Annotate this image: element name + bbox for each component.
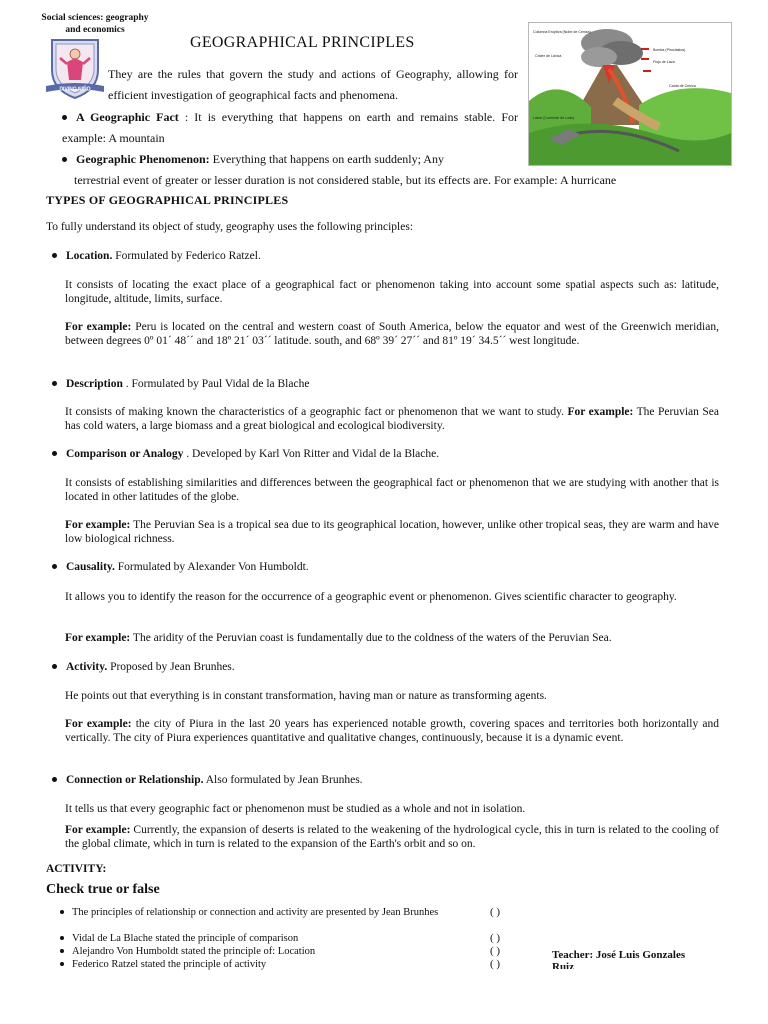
principle-name: Comparison or Analogy	[66, 448, 184, 460]
bullet-icon	[52, 451, 57, 456]
question-text: Federico Ratzel stated the principle of activity	[72, 959, 267, 970]
principle-location	[52, 250, 261, 262]
teacher-name: Teacher: José Luis Gonzales	[552, 949, 686, 961]
volcano-label-lava: Flujo de Lava	[653, 60, 675, 64]
subject-label	[30, 12, 160, 36]
principle-name: Location.	[66, 250, 113, 262]
answer-box[interactable]: ( )	[490, 945, 501, 957]
types-intro: To fully understand its object of study, geography uses the following principles:	[46, 221, 414, 233]
crest-motto: DIVINO NIÑO	[59, 86, 91, 93]
bullet-icon	[52, 664, 57, 669]
example-label: For example:	[65, 632, 131, 644]
example-text: the city of Piura in the last 20 years has experienced notable growth, covering spaces and territories both horizontally and vertically. The city of Piura experiences quantitative and qualitative changes, continuously, because it is a dynamic event.	[65, 718, 719, 744]
principle-author: . Developed by Karl Von Ritter and Vidal de la Blache.	[183, 448, 440, 460]
subject-line-2: and economics	[65, 25, 125, 35]
bullet-icon	[52, 381, 57, 386]
phenomenon-text-continued: terrestrial event of greater or lesser duration is not considered stable, but its effects are. For example: A hurricane	[74, 173, 617, 187]
bullet-geographic-phenomenon	[62, 149, 518, 170]
bullet-icon	[52, 253, 57, 258]
question-text: Vidal de La Blache stated the principle of comparison	[72, 933, 299, 944]
bullet-geographic-fact	[62, 107, 518, 149]
activity-instruction: Check true or false	[46, 882, 160, 897]
principle-description: It consists of locating the exact place of a geographical fact or phenomenon taking into account some spatial aspects such as: latitude, longitude, altitude, limits, surface.	[65, 279, 719, 305]
subject-line-1: Social sciences: geography	[41, 13, 149, 23]
principle-description: It allows you to identify the reason for the occurrence of a geographic event or phenomenon. Gives scientific character to geography.	[65, 591, 677, 603]
principle-example	[65, 518, 719, 546]
example-text: The aridity of the Peruvian coast is fundamentally due to the coldness of the waters of the Peruvian Sea.	[130, 632, 612, 644]
principle-name: Description	[66, 378, 123, 390]
principle-description	[65, 405, 719, 433]
principle-example	[65, 823, 719, 851]
principle-author: . Formulated by Paul Vidal de la Blache	[122, 378, 310, 390]
teacher-name-continued: Ruiz	[552, 961, 574, 969]
principle-name: Causality.	[66, 561, 115, 573]
answer-box[interactable]: ( )	[490, 906, 501, 918]
example-label: For example:	[65, 718, 132, 730]
phenomenon-label: Geographic Phenomenon:	[76, 152, 210, 166]
volcano-label-ash: Caída de Ceniza	[669, 84, 696, 88]
page-title: GEOGRAPHICAL PRINCIPLES	[190, 34, 415, 51]
bullet-icon	[60, 962, 64, 966]
principle-activity	[52, 661, 235, 673]
principle-description-item	[52, 378, 309, 390]
principle-example	[65, 631, 719, 645]
principle-name: Connection or Relationship.	[66, 774, 204, 786]
volcano-label-bomb: Bomba (Piroclastos)	[653, 48, 686, 52]
bullet-icon	[60, 936, 64, 940]
principle-author: Formulated by Federico Ratzel.	[112, 250, 261, 262]
school-crest-logo	[44, 36, 106, 100]
volcano-label-eruptive: Columna Eruptiva (Nube de Ceniza)	[533, 30, 591, 34]
principle-description: It consists of establishing similarities and differences between the geographical fact or phenomenon that we are studying with another that is located in other latitudes of the globe.	[65, 477, 719, 503]
question-item	[60, 959, 460, 971]
principle-example	[65, 320, 719, 348]
principle-author: Also formulated by Jean Brunhes.	[203, 774, 363, 786]
volcano-label-lahar: Lahar (Corriente de Lodo)	[533, 116, 575, 120]
example-text: The Peruvian Sea is a tropical sea due to its geographical location, however, unlike other tropical seas, they are warm and have low biological richness.	[65, 519, 719, 545]
principle-causality	[52, 561, 309, 573]
principle-name: Activity.	[66, 661, 108, 673]
bullet-icon	[62, 157, 67, 162]
answer-box[interactable]: ( )	[490, 932, 501, 944]
description-text: It consists of making known the characteristics of a geographic fact or phenomenon that we want to study.	[65, 406, 568, 418]
example-text: Peru is located on the central and western coast of South America, below the equator and west of the Greenwich meridian, between degrees 0º 01´ 48´´ and 18º 21´ 03´´ latitude. south, and 68º 39´ 27´´ and 81º 19´ 34.5´´ west longitude.	[65, 321, 719, 347]
intro-paragraph: They are the rules that govern the study and actions of Geography, allowing for efficient investigation of geographical facts and phenomena.	[108, 67, 518, 102]
fact-label: A Geographic Fact	[76, 110, 179, 124]
principle-author: Proposed by Jean Brunhes.	[107, 661, 235, 673]
principle-author: Formulated by Alexander Von Humboldt.	[114, 561, 309, 573]
principle-connection	[52, 774, 363, 786]
principle-description: He points out that everything is in constant transformation, having man or nature as transforming agents.	[65, 690, 547, 702]
answer-box[interactable]: ( )	[490, 958, 501, 970]
volcano-label-crater: Cráter de Lávica	[535, 54, 562, 58]
bullet-icon	[60, 949, 64, 953]
fact-text: : It is everything that happens on earth and remains stable. For example: A mountain	[62, 110, 518, 145]
question-text: The principles of relationship or connection and activity are presented by Jean Brunhes	[72, 907, 439, 918]
bullet-icon	[62, 115, 67, 120]
section-heading-types: TYPES OF GEOGRAPHICAL PRINCIPLES	[46, 193, 289, 207]
volcano-illustration	[528, 22, 732, 166]
question-item	[60, 907, 460, 919]
principle-description: It tells us that every geographic fact or phenomenon must be studied as a whole and not in isolation.	[65, 803, 526, 815]
example-label: For example:	[567, 406, 634, 418]
example-label: For example:	[65, 321, 132, 333]
example-text: Currently, the expansion of deserts is related to the weakening of the hydrological cycle, this in turn is related to the cooling of the global climate, which in turn is related to the expansion of the Earth's orbit and so on.	[65, 824, 719, 850]
phenomenon-text: Everything that happens on earth suddenly; Any	[209, 152, 444, 166]
example-label: For example:	[65, 824, 131, 836]
example-text: The Peruvian Sea has cold waters, a large biomass and a great biological and ecological biodiversity.	[65, 406, 719, 432]
example-label: For example:	[65, 519, 131, 531]
question-item	[60, 933, 460, 945]
question-item	[60, 946, 460, 958]
activity-heading: ACTIVITY:	[46, 863, 107, 875]
bullet-icon	[52, 777, 57, 782]
question-text: Alejandro Von Humboldt stated the principle of: Location	[72, 946, 316, 957]
bullet-icon	[60, 910, 64, 914]
bullet-icon	[52, 564, 57, 569]
principle-comparison	[52, 448, 439, 460]
principle-example	[65, 717, 719, 745]
